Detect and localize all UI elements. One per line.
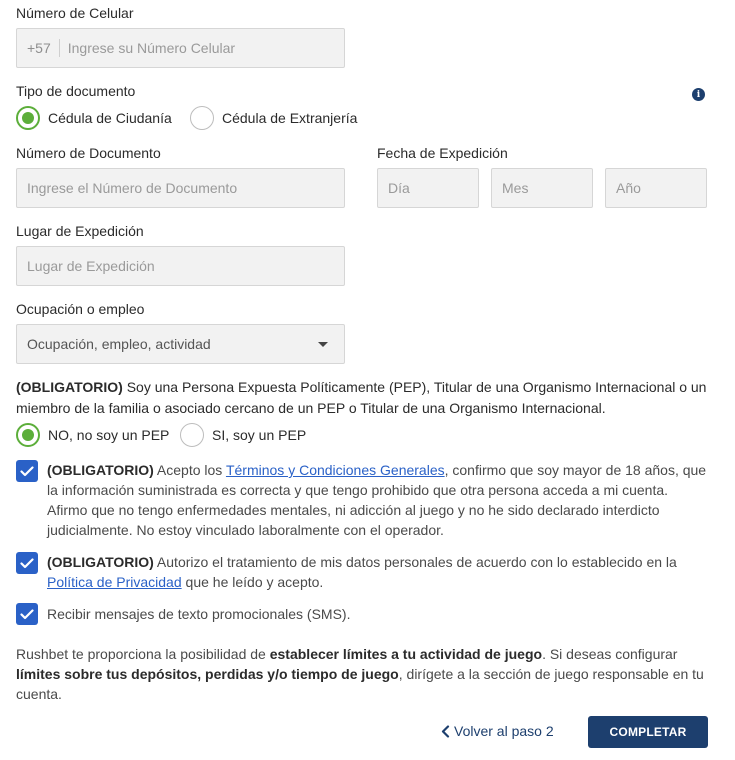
sms-checkbox[interactable] [16,603,38,625]
issue-day-input[interactable]: Día [377,168,479,208]
check-icon [20,466,34,477]
sms-text: Recibir mensajes de texto promocionales (SMS). [47,606,351,622]
occupation-select-value: Ocupación, empleo, actividad [27,336,211,352]
doc-number-label: Número de Documento [16,145,161,161]
radio-pep-yes-label: SI, soy un PEP [212,427,307,443]
phone-input[interactable]: Ingrese su Número Celular [67,40,236,56]
chevron-left-icon [441,725,450,738]
occupation-label: Ocupación o empleo [16,301,145,317]
issue-place-label: Lugar de Expedición [16,223,144,239]
complete-button[interactable]: COMPLETAR [588,716,708,748]
occupation-select[interactable] [16,324,345,364]
doc-number-input[interactable]: Ingrese el Número de Documento [16,168,345,208]
chevron-down-icon[interactable] [318,342,328,347]
privacy-checkbox[interactable] [16,552,38,574]
radio-pep-no[interactable] [16,423,40,447]
info-icon[interactable]: i [692,88,705,101]
radio-cedula-ciudadania[interactable] [16,106,40,130]
issue-place-input[interactable]: Lugar de Expedición [16,246,345,286]
privacy-text: (OBLIGATORIO) Autorizo el tratamiento de mis datos personales de acuerdo con lo establecido en la Política de Privacidad que he leído y acepto. [47,554,677,590]
radio-cedula-extranjeria[interactable] [190,106,214,130]
radio-cedula-extranjeria-label: Cédula de Extranjería [222,110,358,126]
phone-label: Número de Celular [16,5,134,21]
back-button-label: Volver al paso 2 [454,723,554,739]
terms-link[interactable]: Términos y Condiciones Generales [225,462,445,478]
issue-year-input[interactable]: Año [605,168,707,208]
phone-field[interactable] [16,28,345,68]
issue-date-label: Fecha de Expedición [377,145,508,161]
privacy-link[interactable]: Política de Privacidad [47,574,182,590]
pep-statement: (OBLIGATORIO) Soy una Persona Expuesta Políticamente (PEP), Titular de una Organismo Internacional o un miembro de la familia o asociado cercano de un PEP o Titular de una Organismo Internacional. [16,379,707,416]
radio-pep-no-label: NO, no soy un PEP [48,427,170,443]
check-icon [20,558,34,569]
radio-cedula-ciudadania-label: Cédula de Ciudanía [48,110,172,126]
back-button[interactable] [441,723,554,739]
terms-checkbox[interactable] [16,460,38,482]
doc-type-label: Tipo de documento [16,83,136,99]
limits-info: Rushbet te proporciona la posibilidad de establecer límites a tu actividad de juego. Si deseas configurar límites sobre tus depósitos, perdidas y/o tiempo de juego, dirígete a la sección de juego responsable en tu cuenta. [16,646,704,702]
issue-month-input[interactable]: Mes [491,168,593,208]
radio-pep-yes[interactable] [180,423,204,447]
terms-text: (OBLIGATORIO) Acepto los Términos y Condiciones Generales, confirmo que soy mayor de 18 años, que la información suministrada es correcta y que tengo prohibido que otra persona acceda a mi cuenta. Afirmo que no tengo enfermedades mentales, ni adicción al juego y no he sido declarado interdicto judicialmente. No estoy vinculado laboralmente con el operador. [47,462,707,538]
check-icon [20,609,34,620]
phone-prefix: +57 [27,39,60,57]
